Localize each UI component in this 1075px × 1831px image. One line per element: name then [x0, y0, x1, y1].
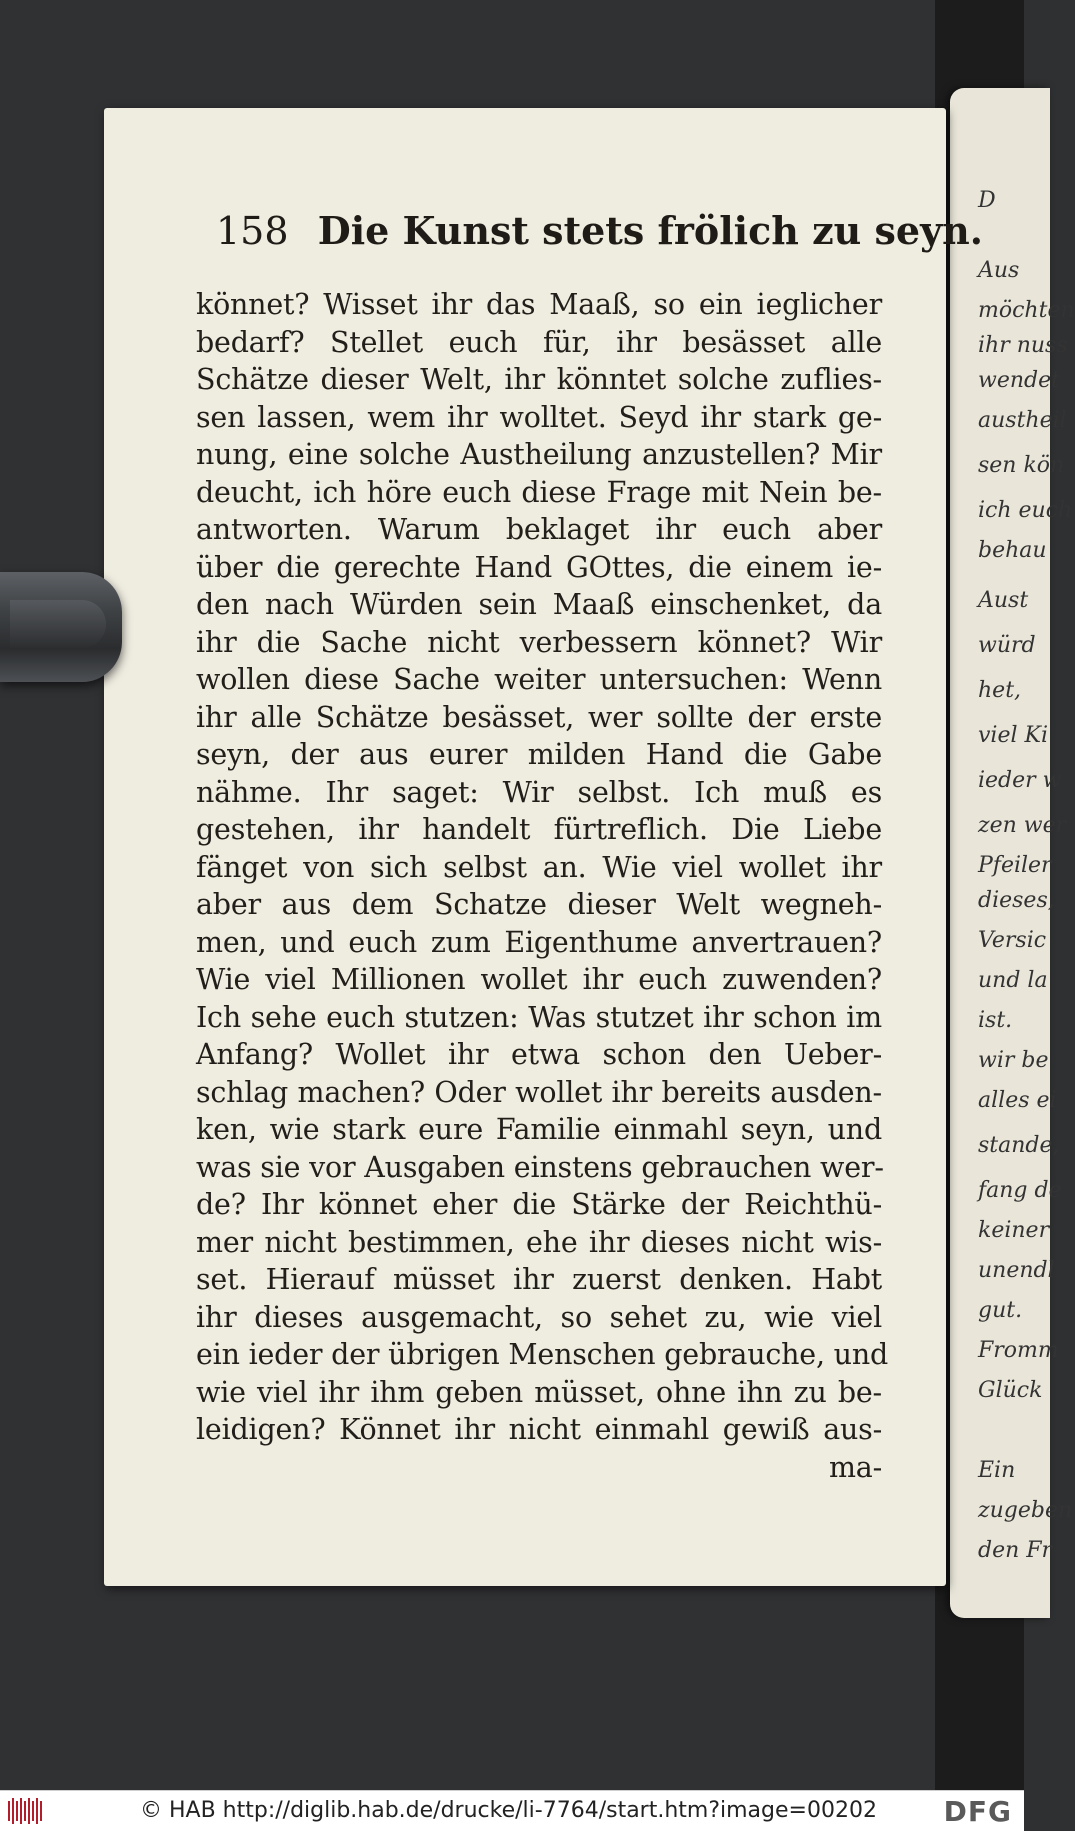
next-page-fragment: Pfeiler: [978, 853, 1052, 878]
next-page-fragment: D: [978, 188, 996, 213]
logo-stripe: [28, 1798, 30, 1824]
next-page-fragment: und la: [978, 968, 1048, 993]
next-page-fragment: zugeben: [978, 1498, 1073, 1523]
next-page-fragment: het,: [978, 678, 1022, 703]
text-line: men, und euch zum Eigenthume anvertrauen?: [196, 925, 882, 959]
next-page-fragment: Versic: [978, 928, 1047, 953]
text-line: Wie viel Millionen wollet ihr euch zuwenden?: [196, 963, 882, 996]
text-line: wollen diese Sache weiter untersuchen: Wenn: [196, 663, 882, 696]
next-page-fragment: möchten: [978, 298, 1075, 323]
next-page-fragment: ist.: [978, 1008, 1013, 1033]
next-page-fragment: Fromm: [978, 1338, 1059, 1363]
text-line: deucht, ich höre euch diese Frage mit Nein be-: [196, 475, 882, 509]
next-page-fragment: dieses,: [978, 888, 1055, 913]
text-line: bedarf? Stellet euch für, ihr besässet alle: [196, 325, 882, 359]
catchword: ma-: [828, 1450, 882, 1484]
text-line: de? Ihr könnet eher die Stärke der Reichthü-: [196, 1188, 882, 1221]
next-page-fragment: Aus: [978, 258, 1020, 283]
text-line: nähme. Ihr saget: Wir selbst. Ich muß es: [196, 775, 882, 809]
next-page-fragment: sen kön: [978, 453, 1065, 478]
next-page-fragment: viel Ki: [978, 723, 1048, 748]
text-line: Schätze dieser Welt, ihr könntet solche zuflies-: [196, 363, 882, 396]
text-line: ihr die Sache nicht verbessern könnet? Wir: [196, 625, 882, 659]
next-page-fragment: Glück: [978, 1378, 1043, 1403]
book-page: [104, 108, 984, 1586]
next-page-fragment: ieder w: [978, 768, 1062, 793]
text-line: ein ieder der übrigen Menschen gebrauche, und: [196, 1338, 889, 1371]
text-line: nung, eine solche Austheilung anzustellen? Mir: [196, 438, 882, 471]
next-page-fragment: ich euch: [978, 498, 1073, 523]
text-line: aber aus dem Schatze dieser Welt wegneh-: [196, 888, 882, 921]
logo-stripe: [20, 1798, 22, 1824]
next-page-fragment: fang de: [978, 1178, 1062, 1203]
next-page-edge: [950, 88, 1075, 1618]
next-page-fragment: Ein: [978, 1458, 1016, 1483]
running-title: Die Kunst stets frölich zu seyn.: [317, 208, 984, 253]
text-line: seyn, der aus eurer milden Hand die Gabe: [196, 738, 882, 771]
text-line: mer nicht bestimmen, ehe ihr dieses nicht wis-: [196, 1225, 882, 1259]
next-page-fragment: stande,: [978, 1133, 1060, 1158]
next-page-fragment: unendl: [978, 1258, 1055, 1283]
next-page-fragment: den Fr: [978, 1538, 1053, 1563]
next-page-fragment: wendet: [978, 368, 1060, 393]
page-text: [196, 286, 889, 1486]
next-page-fragment: zen wer: [978, 813, 1067, 838]
next-page-fragment: keiner: [978, 1218, 1050, 1243]
logo-stripe: [36, 1798, 38, 1824]
logo-stripe: [8, 1801, 10, 1821]
text-line: gestehen, ihr handelt fürtreflich. Die Liebe: [196, 813, 882, 846]
hab-logo-icon: [8, 1798, 42, 1824]
next-page-fragment: behau: [978, 538, 1047, 563]
text-line: set. Hierauf müsset ihr zuerst denken. Habt: [196, 1263, 882, 1296]
next-page-fragment: wir be: [978, 1048, 1049, 1073]
logo-stripe: [40, 1801, 42, 1821]
logo-stripe: [24, 1801, 26, 1821]
next-page-fragment: ihr nuss: [978, 333, 1068, 358]
text-line: schlag machen? Oder wollet ihr bereits ausden-: [196, 1075, 882, 1109]
next-page-fragment: austheil: [978, 408, 1067, 433]
text-line: ihr dieses ausgemacht, so sehet zu, wie viel: [196, 1300, 882, 1334]
text-line: sen lassen, wem ihr wolltet. Seyd ihr stark ge-: [196, 400, 882, 434]
dfg-logo: DFG: [943, 1795, 1012, 1828]
footer-bar: [0, 1790, 1024, 1831]
text-line: den nach Würden sein Maaß einschenket, da: [196, 588, 882, 621]
text-line: könnet? Wisset ihr das Maaß, so ein ieglicher: [196, 288, 882, 321]
next-page-fragment: Aust: [978, 588, 1029, 613]
text-line: ihr alle Schätze besässet, wer sollte der erste: [196, 700, 882, 734]
text-line: über die gerechte Hand GOttes, die einem ie-: [196, 550, 882, 584]
logo-stripe: [16, 1801, 18, 1821]
text-line: fänget von sich selbst an. Wie viel wollet ihr: [196, 850, 882, 884]
text-line: was sie vor Ausgaben einstens gebrauchen wer-: [196, 1150, 884, 1184]
text-line: leidigen? Könnet ihr nicht einmahl gewiß aus-: [196, 1413, 882, 1446]
next-page-fragment: gut.: [978, 1298, 1023, 1323]
book-clasp: [0, 572, 122, 682]
next-page-fragment: alles ei: [978, 1088, 1057, 1113]
copyright-link[interactable]: © HAB http://diglib.hab.de/drucke/li-7764/start.htm?image=00202: [140, 1798, 877, 1823]
logo-stripe: [12, 1798, 14, 1824]
text-line: Anfang? Wollet ihr etwa schon den Ueber-: [196, 1038, 882, 1071]
text-line: Ich sehe euch stutzen: Was stutzet ihr schon im: [196, 1000, 882, 1034]
text-line: ken, wie stark eure Familie einmahl seyn, und: [196, 1113, 882, 1146]
logo-stripe: [32, 1801, 34, 1821]
page-header: [216, 208, 984, 253]
next-page-fragment: würd: [978, 633, 1036, 658]
page-number: 158: [216, 209, 289, 253]
text-line: wie viel ihr ihm geben müsset, ohne ihn zu be-: [196, 1375, 882, 1409]
text-line: antworten. Warum beklaget ihr euch aber: [196, 513, 882, 546]
